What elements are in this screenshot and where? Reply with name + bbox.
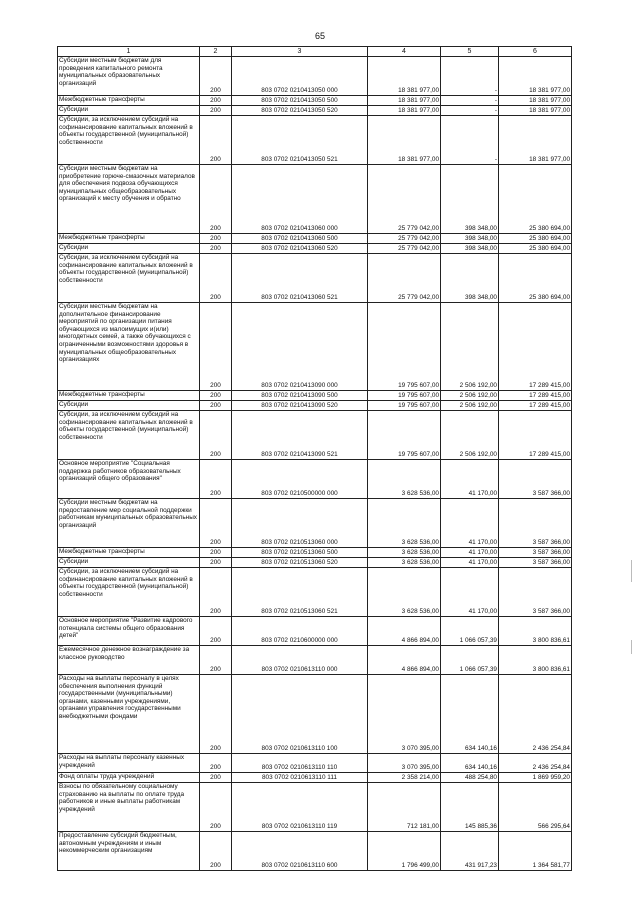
cell-code: 803 0702 0210413090 520 bbox=[232, 401, 368, 411]
cell-code: 803 0702 0210413060 500 bbox=[232, 234, 368, 244]
cell-v6: 18 381 977,00 bbox=[499, 57, 572, 96]
cell-c2: 200 bbox=[200, 832, 232, 871]
table-row bbox=[58, 568, 572, 617]
header-col-6: 6 bbox=[499, 47, 572, 57]
cell-v6: 3 587 366,00 bbox=[499, 460, 572, 499]
cell-v5: 398 348,00 bbox=[441, 244, 499, 254]
cell-v5: 1 066 057,39 bbox=[441, 646, 499, 675]
cell-v4: 3 628 536,00 bbox=[368, 460, 441, 499]
page-number: 65 bbox=[314, 31, 325, 41]
cell-code: 803 0702 0210513060 521 bbox=[232, 568, 368, 617]
cell-v4: 25 779 042,00 bbox=[368, 165, 441, 234]
cell-v6: 1 869 959,20 bbox=[499, 773, 572, 783]
cell-code: 803 0702 0210613110 111 bbox=[232, 773, 368, 783]
cell-c2: 200 bbox=[200, 254, 232, 303]
table-row bbox=[58, 411, 572, 460]
cell-v5: 41 170,00 bbox=[441, 499, 499, 548]
table-row bbox=[58, 244, 572, 254]
cell-v5: - bbox=[441, 106, 499, 116]
cell-code: 803 0702 0210413090 000 bbox=[232, 303, 368, 391]
cell-c2: 200 bbox=[200, 57, 232, 96]
table-row bbox=[58, 617, 572, 646]
table-row bbox=[58, 646, 572, 675]
cell-c2: 200 bbox=[200, 234, 232, 244]
header-row bbox=[58, 47, 572, 57]
cell-v4: 18 381 977,00 bbox=[368, 116, 441, 165]
cell-c2: 200 bbox=[200, 617, 232, 646]
cell-c2: 200 bbox=[200, 411, 232, 460]
cell-v6: 3 800 836,61 bbox=[499, 617, 572, 646]
scan-margin-mark bbox=[631, 560, 632, 582]
cell-desc: Основное мероприятие "Развитие кадрового потенциала системы общего образования детей" bbox=[58, 617, 200, 646]
cell-v5: 398 348,00 bbox=[441, 234, 499, 244]
cell-c2: 200 bbox=[200, 558, 232, 568]
cell-code: 803 0702 0210413060 521 bbox=[232, 254, 368, 303]
cell-v6: 25 380 694,00 bbox=[499, 244, 572, 254]
cell-v5: 41 170,00 bbox=[441, 460, 499, 499]
cell-code: 803 0702 0210413060 000 bbox=[232, 165, 368, 234]
cell-v5: 145 885,36 bbox=[441, 783, 499, 832]
cell-v5: - bbox=[441, 96, 499, 106]
table-row bbox=[58, 558, 572, 568]
cell-v5: 41 170,00 bbox=[441, 568, 499, 617]
cell-v6: 25 380 694,00 bbox=[499, 165, 572, 234]
cell-v5: 488 254,80 bbox=[441, 773, 499, 783]
cell-v4: 3 628 536,00 bbox=[368, 568, 441, 617]
cell-c2: 200 bbox=[200, 499, 232, 548]
cell-code: 803 0702 0210613110 119 bbox=[232, 783, 368, 832]
table-row bbox=[58, 499, 572, 548]
cell-v5: 2 506 192,00 bbox=[441, 303, 499, 391]
cell-v6: 3 587 366,00 bbox=[499, 548, 572, 558]
cell-desc: Субсидии, за исключением субсидий на софинансирование капитальных вложений в объекты государственной (муниципальной) собственности bbox=[58, 568, 200, 617]
cell-v5: 2 506 192,00 bbox=[441, 411, 499, 460]
cell-v4: 19 795 607,00 bbox=[368, 401, 441, 411]
cell-v4: 19 795 607,00 bbox=[368, 411, 441, 460]
cell-desc: Субсидии bbox=[58, 106, 200, 116]
cell-c2: 200 bbox=[200, 244, 232, 254]
cell-v6: 17 289 415,00 bbox=[499, 391, 572, 401]
cell-c2: 200 bbox=[200, 401, 232, 411]
table-row bbox=[58, 165, 572, 234]
cell-v4: 18 381 977,00 bbox=[368, 96, 441, 106]
cell-v5: 431 917,23 bbox=[441, 832, 499, 871]
cell-v5: 398 348,00 bbox=[441, 254, 499, 303]
cell-code: 803 0702 0210413090 500 bbox=[232, 391, 368, 401]
cell-desc: Субсидии bbox=[58, 244, 200, 254]
cell-desc: Расходы на выплаты персоналу в целях обеспечения выполнения функций государственными (муниципальными) органами, казенными учреждениями, органами управления государственными внебюджетными фондами bbox=[58, 675, 200, 754]
table-row bbox=[58, 116, 572, 165]
header-col-5: 5 bbox=[441, 47, 499, 57]
table-row bbox=[58, 303, 572, 391]
cell-c2: 200 bbox=[200, 773, 232, 783]
cell-v6: 2 436 254,84 bbox=[499, 675, 572, 754]
table-row bbox=[58, 548, 572, 558]
cell-code: 803 0702 0210413090 521 bbox=[232, 411, 368, 460]
cell-v4: 25 779 042,00 bbox=[368, 244, 441, 254]
cell-v6: 17 289 415,00 bbox=[499, 303, 572, 391]
cell-v4: 1 796 499,00 bbox=[368, 832, 441, 871]
cell-v4: 18 381 977,00 bbox=[368, 106, 441, 116]
cell-code: 803 0702 0210513060 500 bbox=[232, 548, 368, 558]
cell-v4: 2 358 214,00 bbox=[368, 773, 441, 783]
cell-v4: 3 628 536,00 bbox=[368, 499, 441, 548]
cell-v6: 566 295,64 bbox=[499, 783, 572, 832]
cell-v4: 19 795 607,00 bbox=[368, 391, 441, 401]
cell-code: 803 0702 0210513060 520 bbox=[232, 558, 368, 568]
table-row bbox=[58, 460, 572, 499]
cell-v5: 2 506 192,00 bbox=[441, 391, 499, 401]
cell-code: 803 0702 0210413050 520 bbox=[232, 106, 368, 116]
cell-v6: 3 587 366,00 bbox=[499, 558, 572, 568]
cell-c2: 200 bbox=[200, 754, 232, 773]
cell-desc: Предоставление субсидий бюджетным, автономным учреждениям и иным некоммерческим организациям bbox=[58, 832, 200, 871]
cell-desc: Субсидии местным бюджетам для проведения капитального ремонта муниципальных образовательных организаций bbox=[58, 57, 200, 96]
cell-v5: 398 348,00 bbox=[441, 165, 499, 234]
cell-c2: 200 bbox=[200, 646, 232, 675]
cell-code: 803 0702 0210413050 521 bbox=[232, 116, 368, 165]
table-row bbox=[58, 254, 572, 303]
cell-v5: 634 140,16 bbox=[441, 754, 499, 773]
cell-v6: 1 364 581,77 bbox=[499, 832, 572, 871]
cell-v4: 25 779 042,00 bbox=[368, 254, 441, 303]
cell-v4: 3 070 395,00 bbox=[368, 675, 441, 754]
cell-v4: 19 795 607,00 bbox=[368, 303, 441, 391]
cell-desc: Субсидии местным бюджетам на дополнительное финансирование мероприятий по организации питания обучающихся из малоимущих и(или) многодетных семей, а также обучающихся с ограниченными возможностями здоровья в муниципальных общеобразовательных организациях bbox=[58, 303, 200, 391]
table-row bbox=[58, 783, 572, 832]
cell-c2: 200 bbox=[200, 116, 232, 165]
cell-c2: 200 bbox=[200, 303, 232, 391]
table-row bbox=[58, 234, 572, 244]
cell-v5: 41 170,00 bbox=[441, 558, 499, 568]
cell-v6: 3 800 836,61 bbox=[499, 646, 572, 675]
cell-desc: Взносы по обязательному социальному страхованию на выплаты по оплате труда работников и иные выплаты работникам учреждений bbox=[58, 783, 200, 832]
cell-v5: 2 506 192,00 bbox=[441, 401, 499, 411]
cell-c2: 200 bbox=[200, 675, 232, 754]
cell-desc: Субсидии местным бюджетам на предоставление мер социальной поддержки работникам муниципальных образовательных организаций bbox=[58, 499, 200, 548]
cell-desc: Основное мероприятие "Социальная поддержка работников образовательных организаций общего образования" bbox=[58, 460, 200, 499]
table-row bbox=[58, 832, 572, 871]
cell-c2: 200 bbox=[200, 548, 232, 558]
cell-desc: Субсидии, за исключением субсидий на софинансирование капитальных вложений в объекты государственной (муниципальной) собственности bbox=[58, 411, 200, 460]
cell-code: 803 0702 0210413050 500 bbox=[232, 96, 368, 106]
cell-v6: 3 587 366,00 bbox=[499, 499, 572, 548]
cell-desc: Субсидии bbox=[58, 401, 200, 411]
cell-c2: 200 bbox=[200, 165, 232, 234]
cell-v6: 17 289 415,00 bbox=[499, 411, 572, 460]
cell-v4: 25 779 042,00 bbox=[368, 234, 441, 244]
table-row bbox=[58, 401, 572, 411]
cell-v6: 2 436 254,84 bbox=[499, 754, 572, 773]
cell-c2: 200 bbox=[200, 568, 232, 617]
cell-c2: 200 bbox=[200, 460, 232, 499]
cell-code: 803 0702 0210413060 520 bbox=[232, 244, 368, 254]
cell-v5: - bbox=[441, 116, 499, 165]
cell-desc: Межбюджетные трансферты bbox=[58, 96, 200, 106]
cell-code: 803 0702 0210613110 600 bbox=[232, 832, 368, 871]
cell-v6: 17 289 415,00 bbox=[499, 401, 572, 411]
table-row bbox=[58, 675, 572, 754]
cell-desc: Субсидии местным бюджетам на приобретение горюче-смазочных материалов для обеспечения подвоза обучающихся муниципальных общеобразовательных организаций к месту обучения и обратно bbox=[58, 165, 200, 234]
table-row bbox=[58, 754, 572, 773]
budget-table bbox=[57, 46, 572, 871]
cell-c2: 200 bbox=[200, 391, 232, 401]
header-col-1: 1 bbox=[58, 47, 200, 57]
cell-desc: Ежемесячное денежное вознаграждение за классное руководство bbox=[58, 646, 200, 675]
table-row bbox=[58, 57, 572, 96]
cell-v5: 1 066 057,39 bbox=[441, 617, 499, 646]
cell-v5: - bbox=[441, 57, 499, 96]
cell-desc: Фонд оплаты труда учреждений bbox=[58, 773, 200, 783]
cell-v5: 634 140,16 bbox=[441, 675, 499, 754]
table-row bbox=[58, 96, 572, 106]
cell-desc: Субсидии, за исключением субсидий на софинансирование капитальных вложений в объекты государственной (муниципальной) собственности bbox=[58, 116, 200, 165]
cell-code: 803 0702 0210513060 000 bbox=[232, 499, 368, 548]
cell-v4: 4 866 894,00 bbox=[368, 646, 441, 675]
cell-v6: 25 380 694,00 bbox=[499, 234, 572, 244]
cell-v6: 18 381 977,00 bbox=[499, 116, 572, 165]
cell-v6: 3 587 366,00 bbox=[499, 568, 572, 617]
cell-v6: 25 380 694,00 bbox=[499, 254, 572, 303]
cell-c2: 200 bbox=[200, 96, 232, 106]
cell-v4: 18 381 977,00 bbox=[368, 57, 441, 96]
cell-v6: 18 381 977,00 bbox=[499, 96, 572, 106]
cell-desc: Субсидии bbox=[58, 558, 200, 568]
header-col-3: 3 bbox=[232, 47, 368, 57]
table-row bbox=[58, 773, 572, 783]
cell-code: 803 0702 0210600000 000 bbox=[232, 617, 368, 646]
cell-v4: 4 866 894,00 bbox=[368, 617, 441, 646]
header-col-2: 2 bbox=[200, 47, 232, 57]
cell-code: 803 0702 0210413050 000 bbox=[232, 57, 368, 96]
cell-desc: Субсидии, за исключением субсидий на софинансирование капитальных вложений в объекты государственной (муниципальной) собственности bbox=[58, 254, 200, 303]
cell-desc: Межбюджетные трансферты bbox=[58, 391, 200, 401]
cell-v4: 3 070 395,00 bbox=[368, 754, 441, 773]
cell-code: 803 0702 0210500000 000 bbox=[232, 460, 368, 499]
cell-code: 803 0702 0210613110 000 bbox=[232, 646, 368, 675]
table-row bbox=[58, 106, 572, 116]
cell-v4: 3 628 536,00 bbox=[368, 558, 441, 568]
cell-c2: 200 bbox=[200, 106, 232, 116]
cell-v5: 41 170,00 bbox=[441, 548, 499, 558]
cell-v6: 18 381 977,00 bbox=[499, 106, 572, 116]
cell-c2: 200 bbox=[200, 783, 232, 832]
cell-desc: Межбюджетные трансферты bbox=[58, 548, 200, 558]
cell-code: 803 0702 0210613110 100 bbox=[232, 675, 368, 754]
cell-v4: 3 628 536,00 bbox=[368, 548, 441, 558]
table-row bbox=[58, 391, 572, 401]
cell-desc: Межбюджетные трансферты bbox=[58, 234, 200, 244]
scan-margin-mark bbox=[631, 640, 632, 654]
cell-code: 803 0702 0210613110 110 bbox=[232, 754, 368, 773]
header-col-4: 4 bbox=[368, 47, 441, 57]
cell-desc: Расходы на выплаты персоналу казенных учреждений bbox=[58, 754, 200, 773]
cell-v4: 712 181,00 bbox=[368, 783, 441, 832]
